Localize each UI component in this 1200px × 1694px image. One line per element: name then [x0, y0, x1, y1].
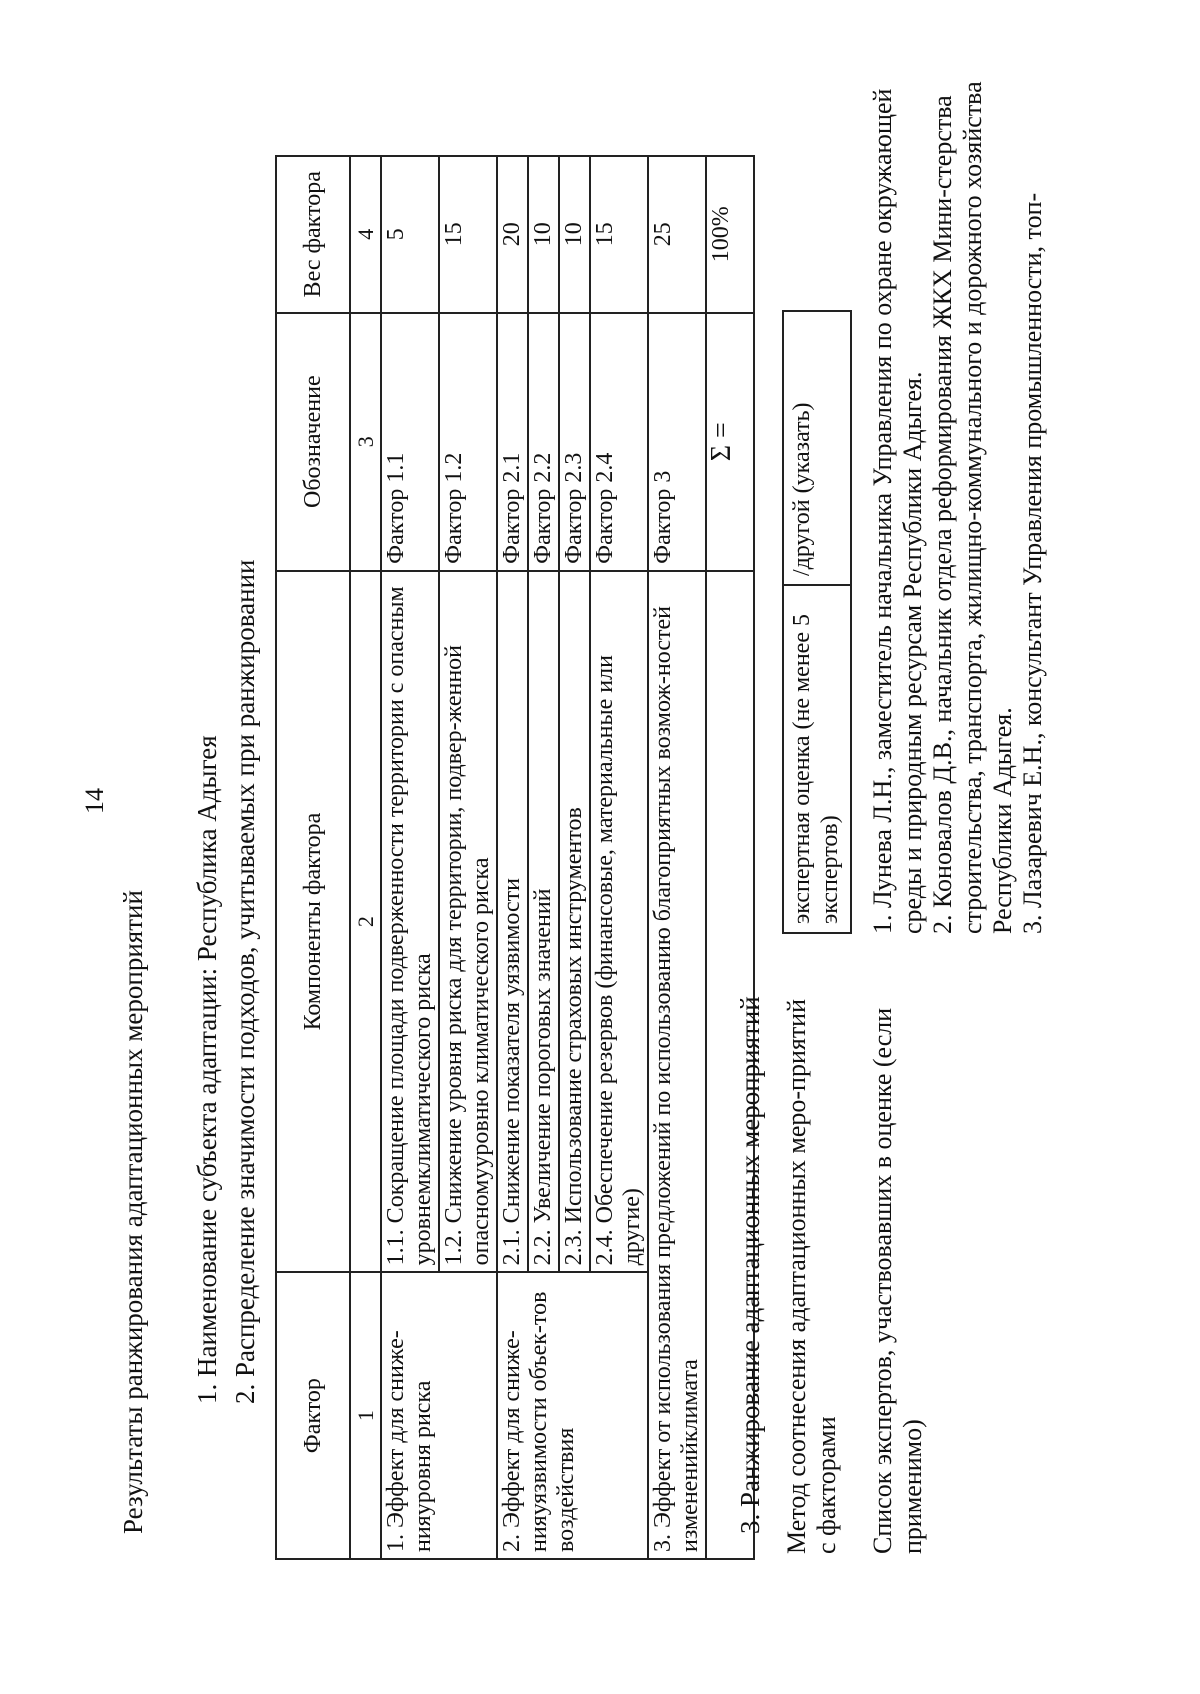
- col-number: 4: [350, 156, 381, 313]
- code-cell: Фактор 3: [648, 313, 706, 571]
- weight-cell: 15: [590, 156, 648, 313]
- factor-cell: 1. Эффект для сниже-нияуровня риска: [381, 1272, 497, 1559]
- factor-weights-table: [275, 155, 755, 1560]
- weight-cell: 15: [439, 156, 497, 313]
- component-cell: 1.2. Снижение уровня риска для территории, подвер-женной опасномууровню климатического риска: [439, 571, 497, 1273]
- code-cell: Фактор 1.1: [381, 313, 439, 571]
- section-2-heading: 2. Распределение значимости подходов, учитываемых при ранжировании: [230, 559, 260, 1404]
- method-options-box: [782, 310, 852, 934]
- method-option-expert: экспертная оценка (не менее 5 экспертов): [784, 584, 850, 932]
- table-header-row: [276, 156, 350, 1559]
- code-cell: Фактор 2.1: [497, 313, 528, 571]
- experts-label: Список экспертов, участвовавших в оценке (если применимо): [868, 1007, 927, 1554]
- code-cell: Фактор 2.3: [559, 313, 590, 571]
- component-cell: 1.1. Сокращение площади подверженности территории с опасным уровнемклиматического риска: [381, 571, 439, 1273]
- weight-cell: 5: [381, 156, 439, 313]
- col-number: 2: [350, 571, 381, 1273]
- factor-cell: 2. Эффект для сниже-нияуязвимости объек-тов воздействия: [497, 1272, 648, 1559]
- weight-cell: 10: [559, 156, 590, 313]
- column-number-row: [350, 156, 381, 1559]
- sum-label: Σ =: [706, 313, 754, 571]
- method-label: Метод соотнесения адаптационных меро-приятий с факторами: [782, 998, 841, 1554]
- factor-3-cell: 3. Эффект от использования предложений по использованию благоприятных возмож-ностей измененийклимата: [648, 571, 706, 1559]
- component-cell: 2.1. Снижение показателя уязвимости: [497, 571, 528, 1273]
- weight-cell: 25: [648, 156, 706, 313]
- section-1-heading: 1. Наименование субъекта адаптации: Республика Адыгея: [192, 735, 222, 1404]
- col-number: 1: [350, 1272, 381, 1559]
- col-number: 3: [350, 313, 381, 571]
- list-item: 3. Лазаревич Е.Н., консультант Управления промышленности, топ-: [1018, 192, 1047, 934]
- header-components: Компоненты фактора: [276, 571, 350, 1273]
- header-weight: Вес фактора: [276, 156, 350, 313]
- component-cell: 2.2. Увеличение пороговых значений: [528, 571, 559, 1273]
- weight-cell: 10: [528, 156, 559, 313]
- code-cell: Фактор 2.4: [590, 313, 648, 571]
- component-cell: 2.3. Использование страховых инструментов: [559, 571, 590, 1273]
- component-cell: 2.4. Обеспечение резервов (финансовые, материальные или другие): [590, 571, 648, 1273]
- list-item: 1. Лунева Л.Н., заместитель начальника Управления по охране окружающей среды и природным ресурсам Республики Адыгея.: [868, 88, 927, 934]
- header-code: Обозначение: [276, 313, 350, 571]
- list-item: 2. Коновалов Д.В., начальник отдела реформирования ЖКХ Мини-стерства строительства, транспорта, жилищно-коммунального и дорожного хозяйства Республики Адыгея.: [928, 81, 1017, 934]
- table-row: [381, 156, 439, 1559]
- table-row: [497, 156, 528, 1559]
- page-title: Результаты ранжирования адаптационных мероприятий: [118, 890, 148, 1534]
- code-cell: Фактор 2.2: [528, 313, 559, 571]
- header-factor: Фактор: [276, 1272, 350, 1559]
- weight-cell: 20: [497, 156, 528, 313]
- page-number: 14: [80, 788, 109, 814]
- code-cell: Фактор 1.2: [439, 313, 497, 571]
- sum-value: 100%: [706, 156, 754, 313]
- table-row: [648, 156, 706, 1559]
- method-option-other: /другой (указать): [789, 402, 815, 576]
- experts-list: [868, 24, 1048, 934]
- section-3-heading: 3. Ранжирование адаптационных мероприятий: [735, 996, 765, 1534]
